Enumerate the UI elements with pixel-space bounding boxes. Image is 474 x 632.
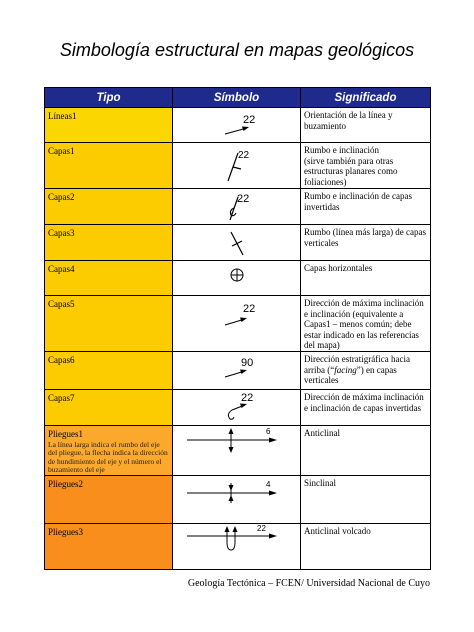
plunge-value: 4 bbox=[266, 479, 271, 489]
symbology-table bbox=[44, 87, 431, 570]
row-type: Capas2 bbox=[45, 189, 173, 225]
dip-value: 22 bbox=[238, 150, 250, 161]
row-symbol bbox=[173, 189, 301, 225]
row-symbol bbox=[173, 108, 301, 143]
row-meaning: Rumbo e inclinación (sirve también para otras estructuras planares como foliaciones) bbox=[301, 143, 431, 189]
row-meaning: Rumbo e inclinación de capas invertidas bbox=[301, 189, 431, 225]
overturned-bed-symbol-icon bbox=[173, 189, 301, 224]
table-row bbox=[45, 523, 431, 569]
table-row bbox=[45, 108, 431, 143]
table-row bbox=[45, 143, 431, 189]
row-meaning: Sinclinal bbox=[301, 475, 431, 523]
syncline-symbol-icon bbox=[173, 476, 301, 523]
plunge-value: 22 bbox=[257, 523, 266, 533]
facing-symbol-icon bbox=[173, 352, 301, 389]
row-symbol bbox=[173, 352, 301, 390]
overturned-anticline-symbol-icon bbox=[173, 524, 301, 569]
row-meaning: Orientación de la línea y buzamiento bbox=[301, 108, 431, 143]
table-row bbox=[45, 296, 431, 352]
table-row bbox=[45, 475, 431, 523]
row-symbol bbox=[173, 225, 301, 261]
row-symbol bbox=[173, 296, 301, 352]
row-symbol bbox=[173, 475, 301, 523]
row-symbol bbox=[173, 143, 301, 189]
row-meaning: Rumbo (línea más larga) de capas verticales bbox=[301, 225, 431, 261]
row-meaning: Dirección estratigráfica hacia arriba (“facing”) en capas verticales bbox=[301, 352, 431, 390]
row-meaning: Anticlinal volcado bbox=[301, 523, 431, 569]
row-meaning: Anticlinal bbox=[301, 426, 431, 476]
row-symbol bbox=[173, 426, 301, 476]
row-type: Capas1 bbox=[45, 143, 173, 189]
dip-value: 22 bbox=[243, 114, 256, 126]
row-type bbox=[45, 426, 173, 476]
overturned-dip-direction-symbol-icon bbox=[173, 390, 301, 425]
anticline-symbol-icon bbox=[173, 426, 301, 474]
table-header bbox=[45, 88, 431, 108]
strike-dip-symbol-icon bbox=[173, 143, 301, 188]
row-type-label: Pliegues1 bbox=[48, 429, 83, 439]
row-type: Capas5 bbox=[45, 296, 173, 352]
header-tipo: Tipo bbox=[45, 88, 173, 108]
table-row bbox=[45, 426, 431, 476]
dip-value: 22 bbox=[237, 193, 250, 205]
page-footer: Geología Tectónica – FCEN/ Universidad Nacional de Cuyo bbox=[187, 578, 430, 589]
row-symbol bbox=[173, 390, 301, 426]
row-type: Capas3 bbox=[45, 225, 173, 261]
row-type: Líneas1 bbox=[45, 108, 173, 143]
table-row bbox=[45, 352, 431, 390]
row-meaning: Dirección de máxima inclinación e inclinación (equivalente a Capas1 – menos común; debe estar indicado en las referencias del mapa) bbox=[301, 296, 431, 352]
row-type: Pliegues3 bbox=[45, 523, 173, 569]
row-meaning: Dirección de máxima inclinación e inclinación de capas invertidas bbox=[301, 390, 431, 426]
table-row bbox=[45, 225, 431, 261]
page-title: Simbología estructural en mapas geológicos bbox=[59, 40, 415, 60]
vertical-bed-symbol-icon bbox=[173, 225, 301, 260]
dip-direction-symbol-icon bbox=[173, 296, 301, 351]
dip-value: 22 bbox=[241, 392, 254, 404]
table-row bbox=[45, 189, 431, 225]
row-symbol bbox=[173, 261, 301, 296]
lineation-symbol-icon bbox=[173, 108, 301, 142]
dip-value: 90 bbox=[241, 357, 254, 369]
header-significado: Significado bbox=[301, 88, 431, 108]
row-type: Capas4 bbox=[45, 261, 173, 296]
table-row bbox=[45, 390, 431, 426]
horizontal-bed-symbol-icon bbox=[173, 261, 301, 295]
table-row bbox=[45, 261, 431, 296]
row-type-note: La línea larga indica el rumbo del eje del pliegue, la flecha indica la dirección de hundimiento del eje y el número el buzamiento del eje bbox=[48, 439, 168, 474]
row-type: Pliegues2 bbox=[45, 475, 173, 523]
plunge-value: 6 bbox=[266, 427, 271, 436]
row-meaning: Capas horizontales bbox=[301, 261, 431, 296]
row-type: Capas7 bbox=[45, 390, 173, 426]
dip-value: 22 bbox=[243, 303, 256, 315]
row-type: Capas6 bbox=[45, 352, 173, 390]
header-simbolo: Símbolo bbox=[173, 88, 301, 108]
row-symbol bbox=[173, 523, 301, 569]
